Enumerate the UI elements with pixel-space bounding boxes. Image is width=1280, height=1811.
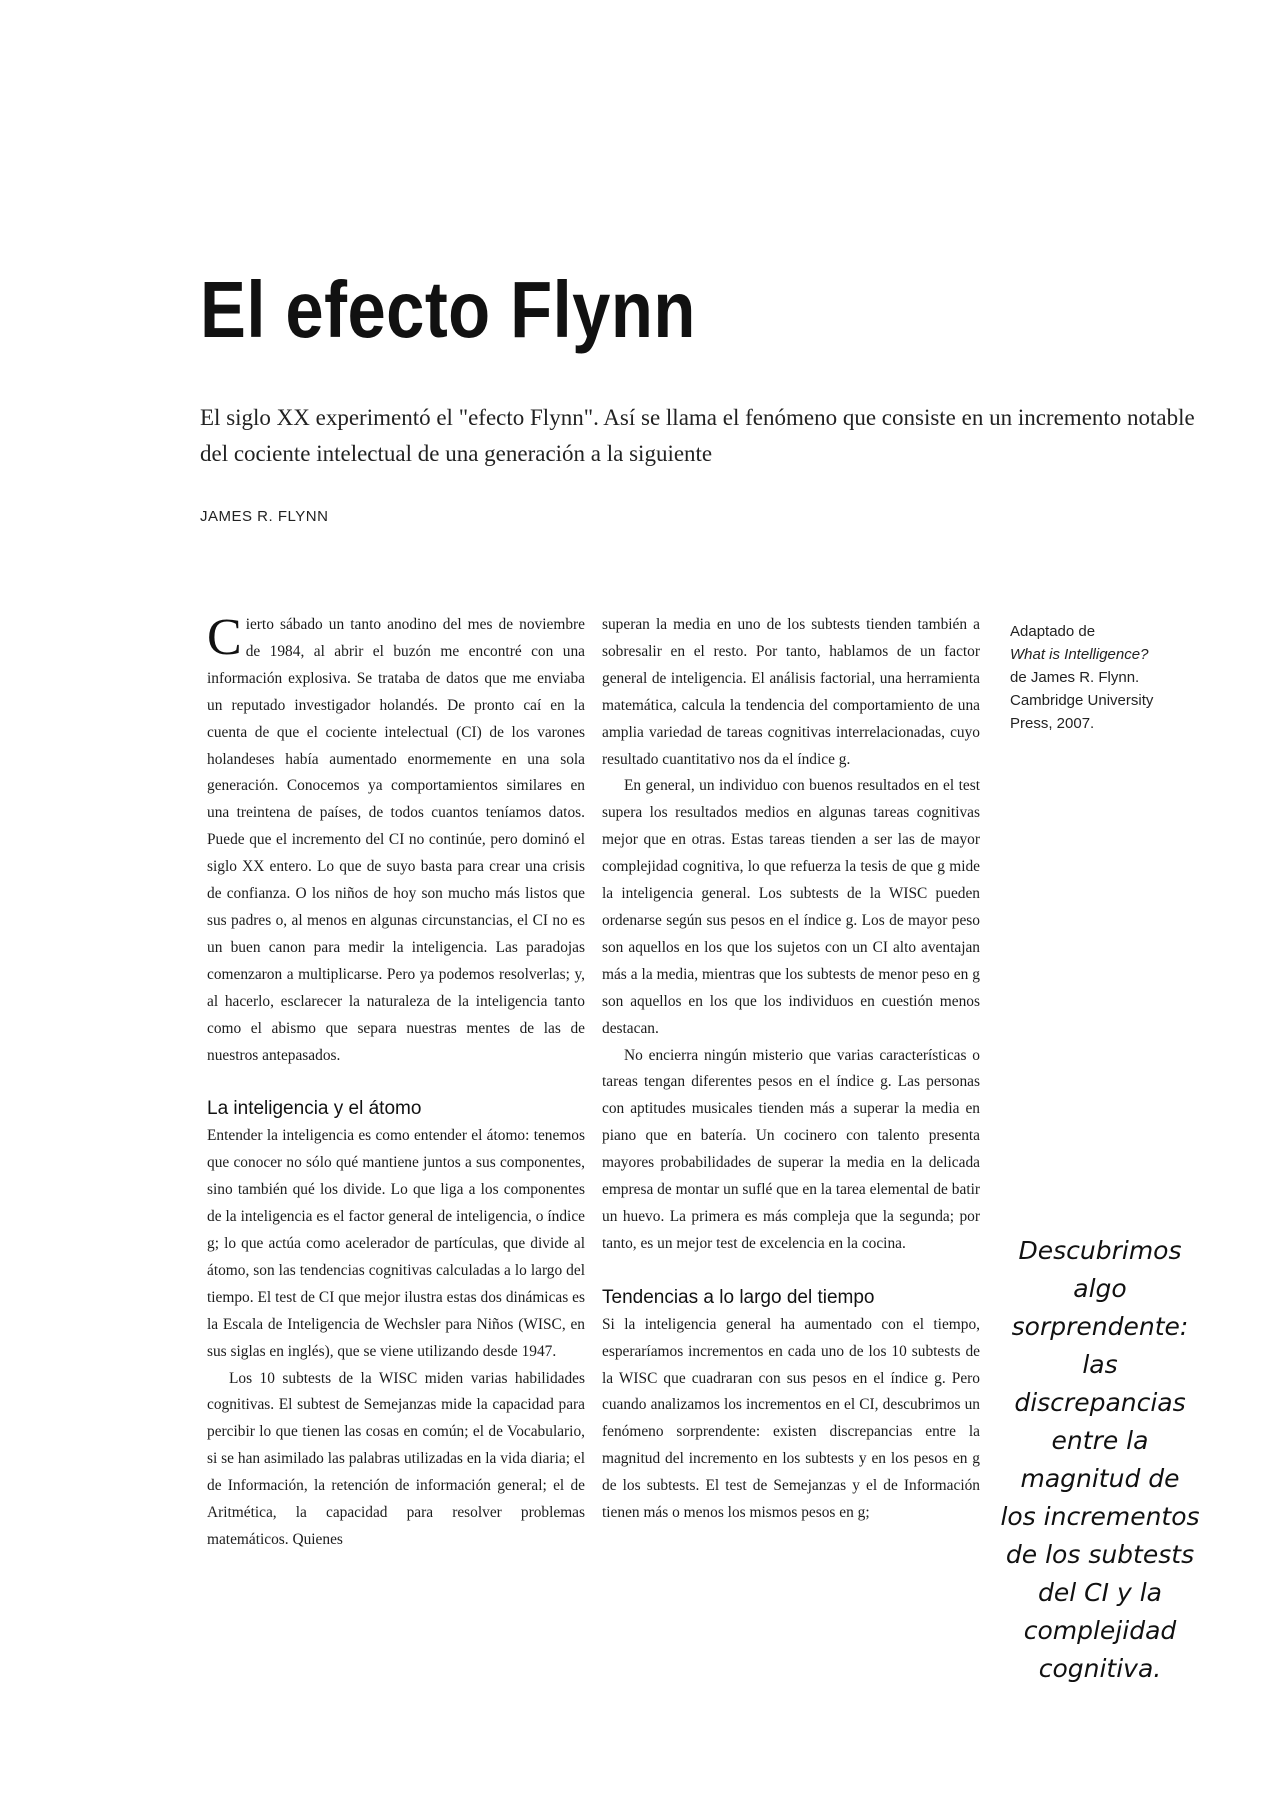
- body-column-left: [207, 609, 585, 1554]
- source-note: [1010, 620, 1200, 735]
- source-book-title: What is Intelligence?: [1010, 646, 1149, 663]
- body-paragraph: No encierra ningún misterio que varias características o tareas tengan diferentes pesos en el índice g. Las personas con aptitudes musicales tienden más a superar la media en piano que en batería. Un cocinero con talento presenta mayores probabilidades de superar la media en la delicada empresa de montar un suflé que en la tarea elemental de batir un huevo. La primera es más compleja que la segunda; por tanto, es un mejor test de excelencia en la cocina.: [602, 1046, 980, 1252]
- source-line: Cambridge University Press, 2007.: [1010, 692, 1154, 732]
- body-paragraph: Entender la inteligencia es como entender el átomo: tenemos que conocer no sólo qué mantiene juntos a sus componentes, sino también qué los divide. Lo que liga a los componentes de la inteligencia es el factor general de inteligencia, o índice g; lo que actúa como acelerador de partículas, que divide al átomo, son las tendencias cognitivas calculadas a lo largo del tiempo. El test de CI que mejor ilustra estas dos dinámicas es la Escala de Inteligencia de Wechsler para Niños (WISC, en sus siglas en inglés), que se viene utilizando desde 1947.: [207, 1127, 585, 1360]
- body-paragraph: En general, un individuo con buenos resultados en el test supera los resultados medios en algunas tareas cognitivas mejor que en otras. Estas tareas tienden a ser las de mayor complejidad cognitiva, lo que refuerza la tesis de que g mide la inteligencia general. Los subtests de la WISC pueden ordenarse según sus pesos en el índice g. Los de mayor peso son aquellos en los que los sujetos con un CI alto aventajan más a la media, mientras que los subtests de menor peso en g son aquellos en los que los individuos en cuestión menos destacan.: [602, 777, 980, 1037]
- source-line: de James R. Flynn.: [1010, 669, 1140, 686]
- body-paragraph: [207, 609, 585, 1069]
- paragraph-text: ierto sábado un tanto anodino del mes de noviembre de 1984, al abrir el buzón me encontré con una información explosiva. Se trataba de datos que me enviaba un reputado investigador holandés. De pronto caí en la cuenta de que el cociente intelectual (CI) de los varones holandeses había aumentado enormemente en una sola generación. Conocemos ya comportamientos similares en una treintena de países, de todos cuantos teníamos datos. Puede que el incremento del CI no continúe, pero dominó el siglo XX entero. Lo que de suyo basta para crear una crisis de confianza. O los niños de hoy son mucho más listos que sus padres o, al menos en algunas circunstancias, el CI no es un buen canon para medir la inteligencia. Las paradojas comenzaron a multiplicarse. Pero ya podemos resolverlas; y, al hacerlo, esclarecer la naturaleza de la inteligencia tanto como el abismo que separa nuestras mentes de las de nuestros antepasados.: [207, 616, 585, 1064]
- author-byline: JAMES R. FLYNN: [200, 508, 329, 525]
- section-heading: La inteligencia y el átomo: [207, 1098, 422, 1120]
- body-paragraph: Los 10 subtests de la WISC miden varias habilidades cognitivas. El subtest de Semejanzas mide la capacidad para percibir lo que tienen las cosas en común; el de Vocabulario, si se han asimilado las palabras utilizadas en la vida diaria; el de Información, la retención de información general; el de Aritmética, la capacidad para resolver problemas matemáticos. Quienes: [207, 1369, 585, 1548]
- article-title: El efecto Flynn: [200, 265, 696, 354]
- body-column-middle: [602, 612, 980, 1527]
- body-paragraph: superan la media en uno de los subtests tienden también a sobresalir en el resto. Por tanto, hablamos de un factor general de inteligencia. El análisis factorial, una herramienta matemática, calcula la tendencia del comportamiento de una amplia variedad de tareas cognitivas interrelacionadas, cuyo resultado cuantitativo nos da el índice g.: [602, 616, 980, 768]
- body-paragraph: Si la inteligencia general ha aumentado con el tiempo, esperaríamos incrementos en cada uno de los 10 subtests de la WISC que cuadraran con sus pesos en el índice g. Pero cuando analizamos los incrementos en el CI, descubrimos un fenómeno sorprendente: existen discrepancias entre la magnitud del incremento en los subtests y en los pesos en g de los subtests. El test de Semejanzas y el de Información tienen más o menos los mismos pesos en g;: [602, 1315, 980, 1522]
- section-heading: Tendencias a lo largo del tiempo: [602, 1286, 875, 1308]
- article-subtitle: El siglo XX experimentó el "efecto Flynn". Así se llama el fenómeno que consiste en un incremento notable del cociente intelectual de una generación a la siguiente: [200, 405, 1195, 466]
- drop-cap: C: [207, 609, 242, 666]
- source-line: Adaptado de: [1010, 623, 1096, 640]
- pull-quote: Descubrimos algo sorprendente: las discrepancias entre la magnitud de los incrementos de los subtests del CI y la complejidad cognitiva.: [1000, 1236, 1200, 1683]
